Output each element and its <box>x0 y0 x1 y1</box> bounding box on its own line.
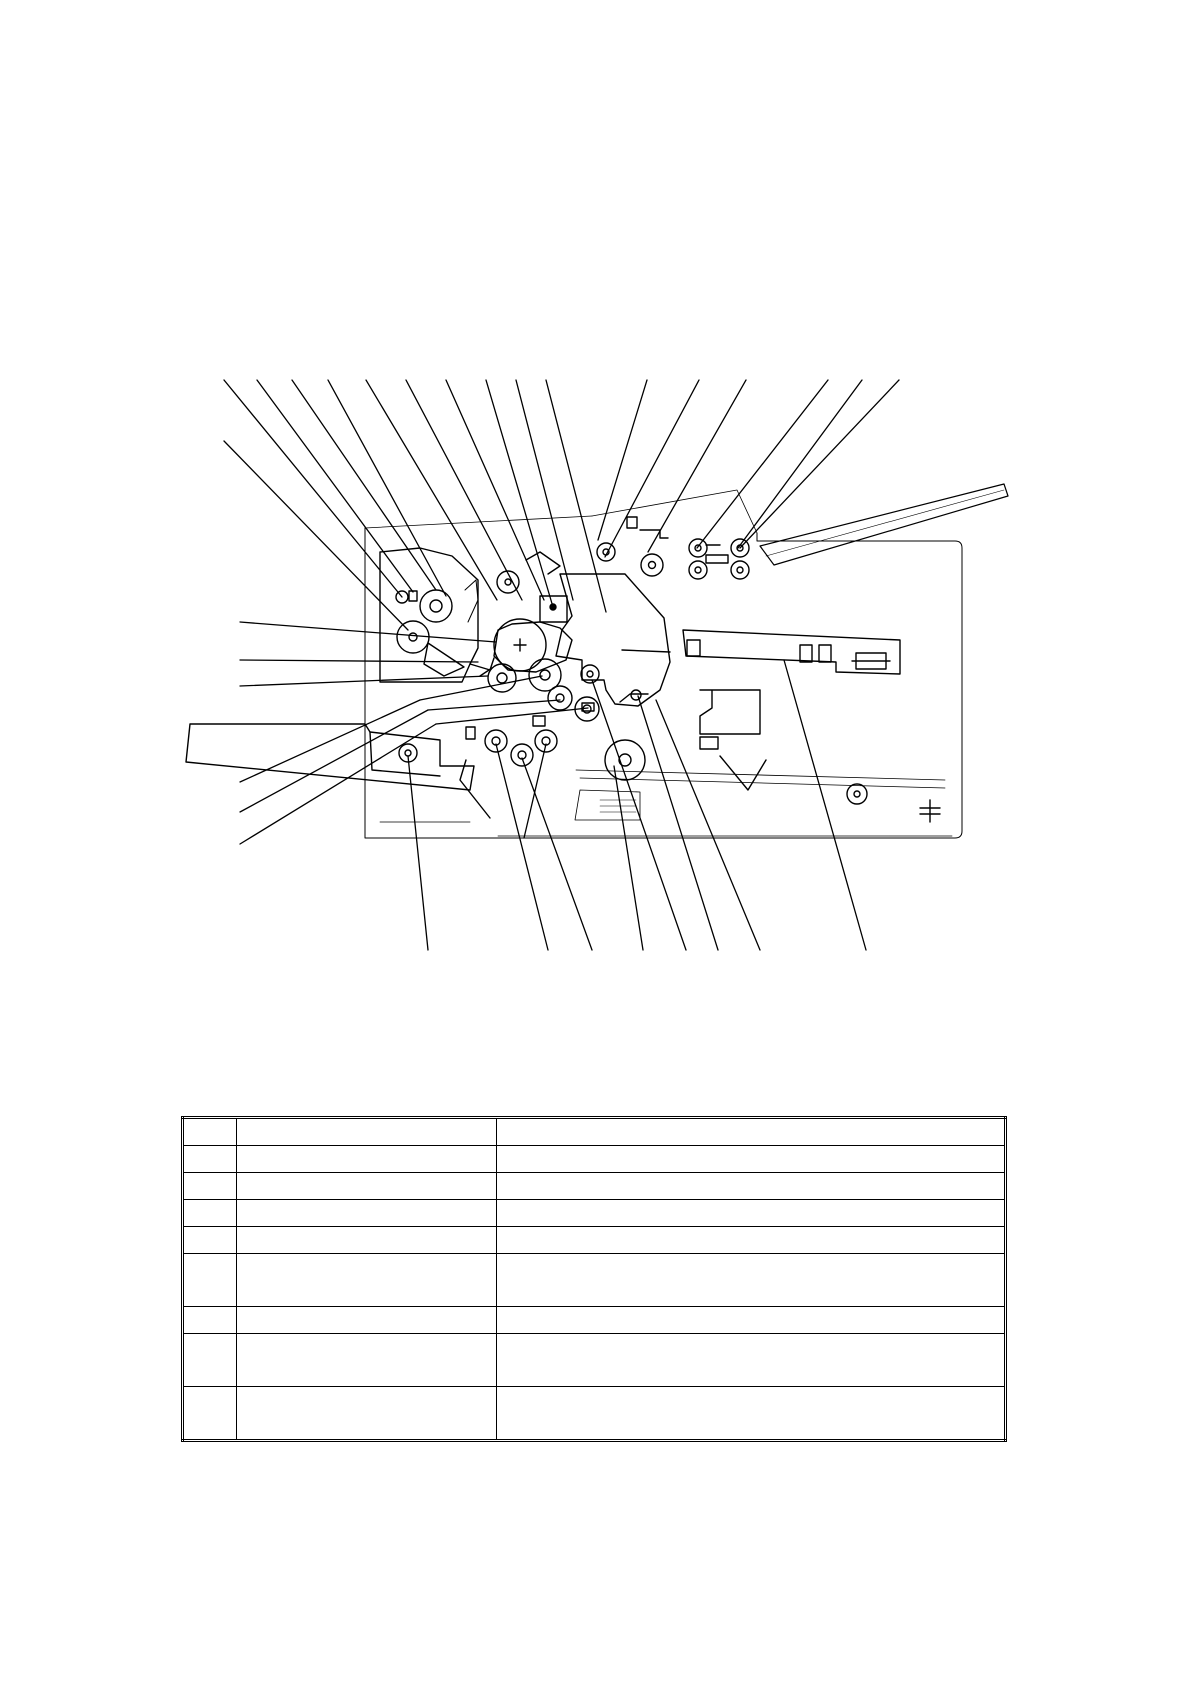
table-row <box>183 1173 1006 1200</box>
part-description-cell <box>497 1334 1006 1387</box>
table-row <box>183 1334 1006 1387</box>
part-name-cell <box>237 1146 497 1173</box>
part-description-cell <box>497 1254 1006 1307</box>
paper-feed-unit <box>575 740 945 822</box>
part-number-cell <box>183 1173 237 1200</box>
lower-rollers <box>460 716 557 818</box>
control-board <box>683 630 900 674</box>
part-description-cell <box>497 1118 1006 1146</box>
part-number-cell <box>183 1227 237 1254</box>
part-name-cell <box>237 1118 497 1146</box>
table-row <box>183 1200 1006 1227</box>
parts-table-body <box>183 1118 1006 1441</box>
part-name-cell <box>237 1254 497 1307</box>
part-number-cell <box>183 1118 237 1146</box>
part-number-cell <box>183 1307 237 1334</box>
part-description-cell <box>497 1227 1006 1254</box>
part-name-cell <box>237 1387 497 1441</box>
part-number-cell <box>183 1146 237 1173</box>
part-description-cell <box>497 1200 1006 1227</box>
table-row <box>183 1387 1006 1441</box>
part-description-cell <box>497 1146 1006 1173</box>
part-description-cell <box>497 1387 1006 1441</box>
part-name-cell <box>237 1200 497 1227</box>
table-row <box>183 1254 1006 1307</box>
cleaning-unit <box>556 574 670 706</box>
table-row <box>183 1146 1006 1173</box>
exit-tray <box>186 724 474 790</box>
part-name-cell <box>237 1307 497 1334</box>
feed-rollers-top <box>597 517 749 579</box>
part-name-cell <box>237 1173 497 1200</box>
callout-leader-lines <box>224 380 899 950</box>
table-row <box>183 1227 1006 1254</box>
part-number-cell <box>183 1200 237 1227</box>
part-number-cell <box>183 1387 237 1441</box>
part-number-cell <box>183 1334 237 1387</box>
parts-table <box>181 1116 1007 1442</box>
table-row <box>183 1118 1006 1146</box>
table-row <box>183 1307 1006 1334</box>
document-tray <box>760 484 1008 565</box>
part-name-cell <box>237 1227 497 1254</box>
part-description-cell <box>497 1173 1006 1200</box>
part-name-cell <box>237 1334 497 1387</box>
part-description-cell <box>497 1307 1006 1334</box>
part-number-cell <box>183 1254 237 1307</box>
